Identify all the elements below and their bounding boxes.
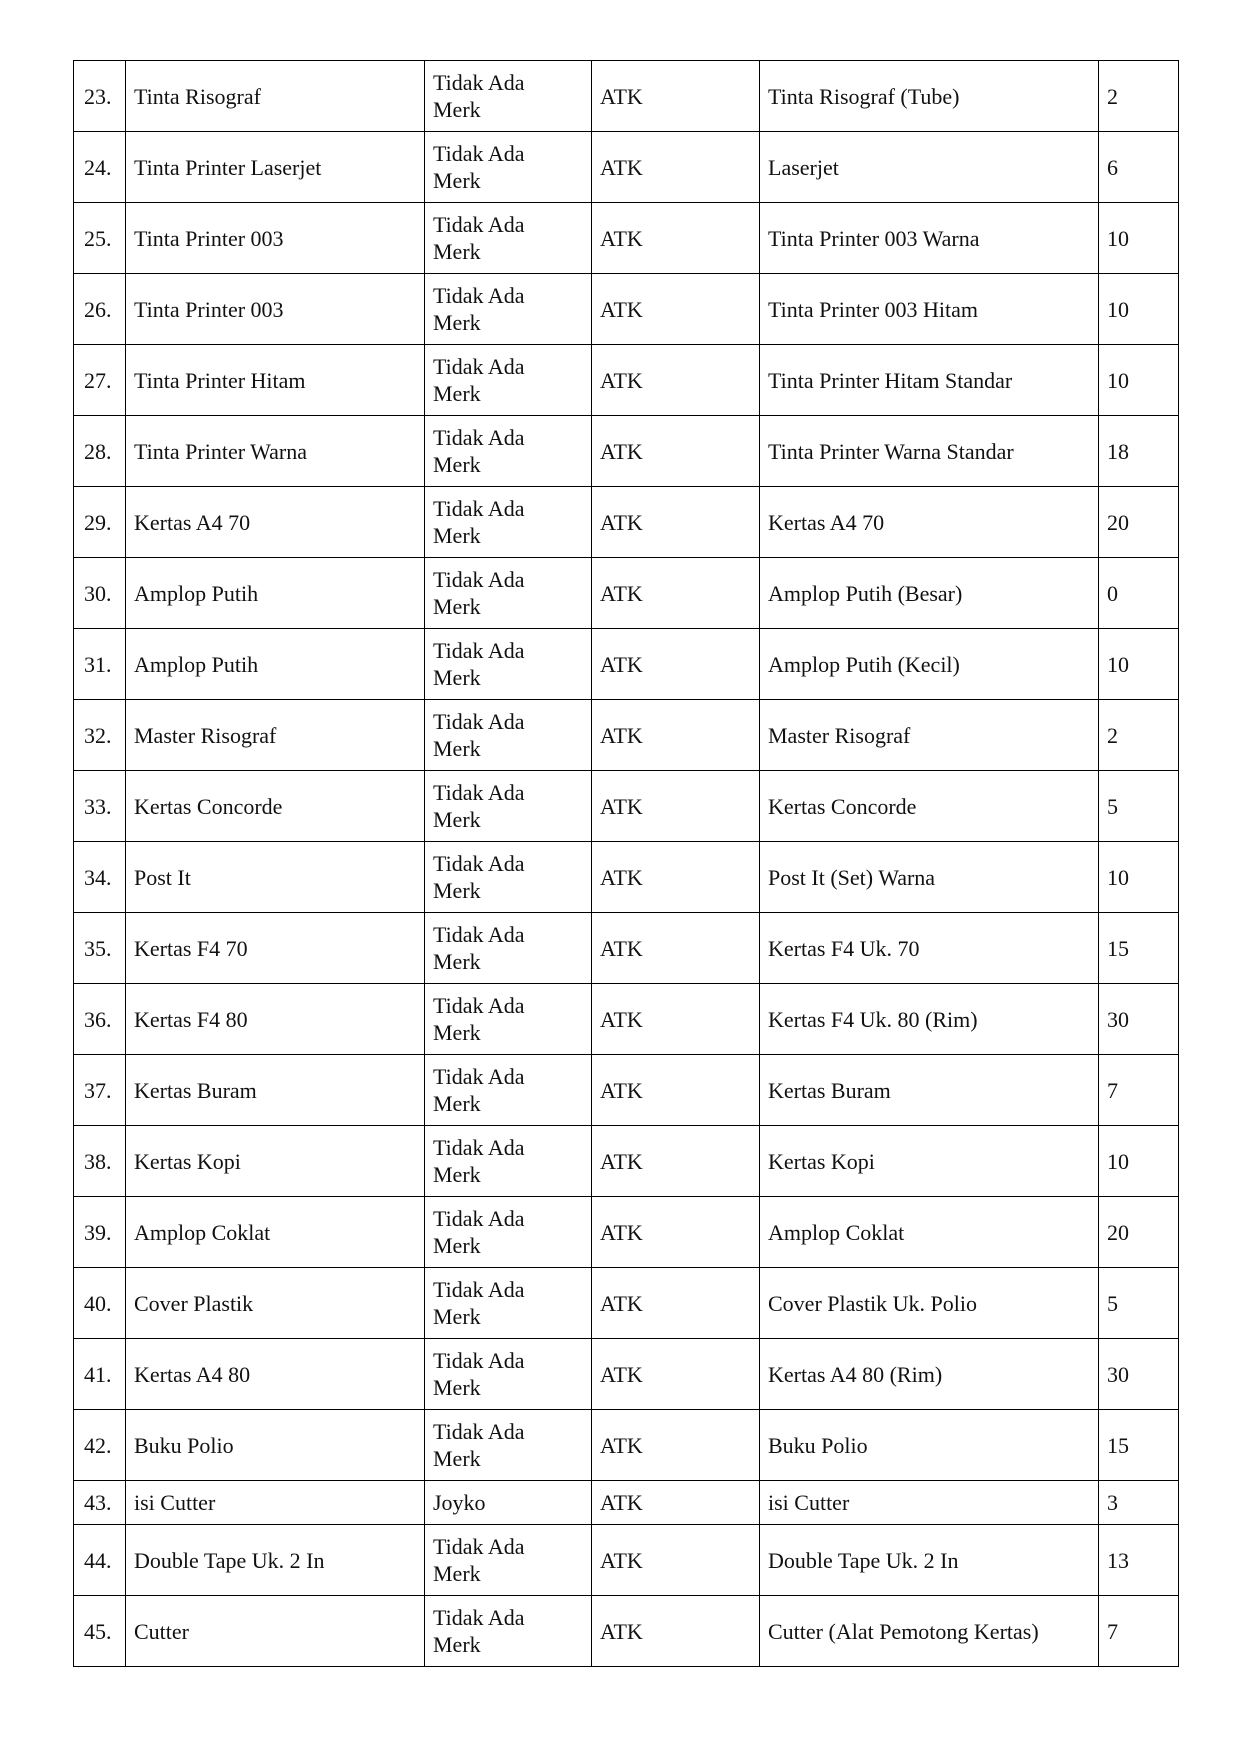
description-cell: Amplop Coklat xyxy=(760,1197,1099,1268)
brand-line: Merk xyxy=(433,1233,481,1258)
item-name: Tinta Printer Laserjet xyxy=(126,132,425,203)
quantity-cell: 15 xyxy=(1099,1410,1179,1481)
quantity-cell: 2 xyxy=(1099,61,1179,132)
item-name: Kertas Buram xyxy=(126,1055,425,1126)
brand-cell xyxy=(425,1055,592,1126)
quantity-cell: 7 xyxy=(1099,1055,1179,1126)
category-cell: ATK xyxy=(592,274,760,345)
quantity-cell: 3 xyxy=(1099,1481,1179,1525)
row-number: 38. xyxy=(74,1126,126,1197)
brand-cell xyxy=(425,984,592,1055)
quantity-cell: 10 xyxy=(1099,629,1179,700)
item-name: Tinta Printer Hitam xyxy=(126,345,425,416)
item-name: Cutter xyxy=(126,1596,425,1667)
quantity-cell: 20 xyxy=(1099,487,1179,558)
inventory-table xyxy=(73,60,1179,1667)
brand-line: Tidak Ada xyxy=(433,1348,525,1373)
table-row xyxy=(74,1525,1179,1596)
brand-cell xyxy=(425,1525,592,1596)
brand-line: Tidak Ada xyxy=(433,496,525,521)
brand-line: Merk xyxy=(433,807,481,832)
quantity-cell: 30 xyxy=(1099,984,1179,1055)
row-number: 23. xyxy=(74,61,126,132)
category-cell: ATK xyxy=(592,1055,760,1126)
category-cell: ATK xyxy=(592,132,760,203)
table-row xyxy=(74,1268,1179,1339)
item-name: Master Risograf xyxy=(126,700,425,771)
row-number: 37. xyxy=(74,1055,126,1126)
quantity-cell: 15 xyxy=(1099,913,1179,984)
quantity-cell: 10 xyxy=(1099,274,1179,345)
description-cell: Kertas F4 Uk. 70 xyxy=(760,913,1099,984)
table-row xyxy=(74,913,1179,984)
brand-line: Merk xyxy=(433,949,481,974)
brand-line: Tidak Ada xyxy=(433,70,525,95)
brand-cell xyxy=(425,842,592,913)
category-cell: ATK xyxy=(592,984,760,1055)
description-cell: Tinta Printer Warna Standar xyxy=(760,416,1099,487)
row-number: 27. xyxy=(74,345,126,416)
item-name: Amplop Putih xyxy=(126,558,425,629)
quantity-cell: 5 xyxy=(1099,1268,1179,1339)
quantity-cell: 5 xyxy=(1099,771,1179,842)
brand-line: Tidak Ada xyxy=(433,354,525,379)
brand-cell xyxy=(425,487,592,558)
table-row xyxy=(74,700,1179,771)
description-cell: Tinta Printer Hitam Standar xyxy=(760,345,1099,416)
table-row xyxy=(74,984,1179,1055)
quantity-cell: 6 xyxy=(1099,132,1179,203)
item-name: Kertas A4 80 xyxy=(126,1339,425,1410)
description-cell: Laserjet xyxy=(760,132,1099,203)
row-number: 26. xyxy=(74,274,126,345)
item-name: isi Cutter xyxy=(126,1481,425,1525)
brand-line: Merk xyxy=(433,736,481,761)
brand-line: Merk xyxy=(433,310,481,335)
brand-line: Tidak Ada xyxy=(433,993,525,1018)
brand-line: Tidak Ada xyxy=(433,141,525,166)
table-row xyxy=(74,203,1179,274)
table-row xyxy=(74,132,1179,203)
category-cell: ATK xyxy=(592,1197,760,1268)
brand-cell xyxy=(425,274,592,345)
table-row xyxy=(74,1481,1179,1525)
brand-cell xyxy=(425,558,592,629)
description-cell: Amplop Putih (Besar) xyxy=(760,558,1099,629)
quantity-cell: 0 xyxy=(1099,558,1179,629)
category-cell: ATK xyxy=(592,1126,760,1197)
brand-line: Merk xyxy=(433,97,481,122)
item-name: Kertas F4 80 xyxy=(126,984,425,1055)
item-name: Double Tape Uk. 2 In xyxy=(126,1525,425,1596)
brand-cell xyxy=(425,700,592,771)
category-cell: ATK xyxy=(592,771,760,842)
description-cell: Kertas F4 Uk. 80 (Rim) xyxy=(760,984,1099,1055)
quantity-cell: 18 xyxy=(1099,416,1179,487)
brand-line: Tidak Ada xyxy=(433,1419,525,1444)
table-row xyxy=(74,274,1179,345)
brand-line: Tidak Ada xyxy=(433,780,525,805)
item-name: Kertas Kopi xyxy=(126,1126,425,1197)
brand-line: Merk xyxy=(433,239,481,264)
row-number: 42. xyxy=(74,1410,126,1481)
description-cell: Double Tape Uk. 2 In xyxy=(760,1525,1099,1596)
quantity-cell: 20 xyxy=(1099,1197,1179,1268)
brand-line: Merk xyxy=(433,1446,481,1471)
category-cell: ATK xyxy=(592,700,760,771)
category-cell: ATK xyxy=(592,203,760,274)
brand-cell xyxy=(425,132,592,203)
brand-line: Merk xyxy=(433,1162,481,1187)
brand-line: Tidak Ada xyxy=(433,425,525,450)
description-cell: isi Cutter xyxy=(760,1481,1099,1525)
brand-cell xyxy=(425,1481,592,1525)
category-cell: ATK xyxy=(592,1481,760,1525)
brand-line: Merk xyxy=(433,665,481,690)
description-cell: Cutter (Alat Pemotong Kertas) xyxy=(760,1596,1099,1667)
brand-line: Tidak Ada xyxy=(433,283,525,308)
brand-line: Tidak Ada xyxy=(433,638,525,663)
brand-line: Tidak Ada xyxy=(433,212,525,237)
brand-cell xyxy=(425,913,592,984)
brand-cell xyxy=(425,1268,592,1339)
description-cell: Kertas Kopi xyxy=(760,1126,1099,1197)
category-cell: ATK xyxy=(592,1525,760,1596)
brand-line: Tidak Ada xyxy=(433,1064,525,1089)
brand-line: Merk xyxy=(433,594,481,619)
row-number: 43. xyxy=(74,1481,126,1525)
brand-cell xyxy=(425,1596,592,1667)
category-cell: ATK xyxy=(592,487,760,558)
brand-line: Tidak Ada xyxy=(433,922,525,947)
description-cell: Cover Plastik Uk. Polio xyxy=(760,1268,1099,1339)
category-cell: ATK xyxy=(592,1339,760,1410)
category-cell: ATK xyxy=(592,913,760,984)
row-number: 32. xyxy=(74,700,126,771)
brand-line: Merk xyxy=(433,1561,481,1586)
brand-line: Merk xyxy=(433,1304,481,1329)
quantity-cell: 2 xyxy=(1099,700,1179,771)
brand-cell xyxy=(425,1126,592,1197)
inventory-table-body xyxy=(74,61,1179,1667)
item-name: Post It xyxy=(126,842,425,913)
item-name: Tinta Printer 003 xyxy=(126,203,425,274)
description-cell: Kertas A4 70 xyxy=(760,487,1099,558)
item-name: Amplop Coklat xyxy=(126,1197,425,1268)
brand-line: Merk xyxy=(433,168,481,193)
brand-line: Merk xyxy=(433,1020,481,1045)
row-number: 40. xyxy=(74,1268,126,1339)
table-row xyxy=(74,1197,1179,1268)
brand-cell xyxy=(425,61,592,132)
quantity-cell: 10 xyxy=(1099,842,1179,913)
table-row xyxy=(74,416,1179,487)
row-number: 34. xyxy=(74,842,126,913)
brand-cell xyxy=(425,629,592,700)
brand-line: Merk xyxy=(433,1632,481,1657)
item-name: Kertas F4 70 xyxy=(126,913,425,984)
quantity-cell: 10 xyxy=(1099,1126,1179,1197)
category-cell: ATK xyxy=(592,61,760,132)
row-number: 28. xyxy=(74,416,126,487)
brand-cell xyxy=(425,203,592,274)
brand-cell xyxy=(425,771,592,842)
brand-line: Tidak Ada xyxy=(433,709,525,734)
brand-line: Tidak Ada xyxy=(433,567,525,592)
brand-line: Tidak Ada xyxy=(433,1206,525,1231)
quantity-cell: 13 xyxy=(1099,1525,1179,1596)
brand-line: Merk xyxy=(433,523,481,548)
table-row xyxy=(74,842,1179,913)
row-number: 30. xyxy=(74,558,126,629)
brand-line: Tidak Ada xyxy=(433,1277,525,1302)
brand-line: Merk xyxy=(433,381,481,406)
item-name: Cover Plastik xyxy=(126,1268,425,1339)
item-name: Kertas Concorde xyxy=(126,771,425,842)
quantity-cell: 7 xyxy=(1099,1596,1179,1667)
brand-cell xyxy=(425,345,592,416)
quantity-cell: 10 xyxy=(1099,203,1179,274)
table-row xyxy=(74,558,1179,629)
table-row xyxy=(74,61,1179,132)
description-cell: Post It (Set) Warna xyxy=(760,842,1099,913)
quantity-cell: 10 xyxy=(1099,345,1179,416)
table-row xyxy=(74,1055,1179,1126)
item-name: Kertas A4 70 xyxy=(126,487,425,558)
row-number: 35. xyxy=(74,913,126,984)
description-cell: Kertas Concorde xyxy=(760,771,1099,842)
item-name: Tinta Risograf xyxy=(126,61,425,132)
row-number: 33. xyxy=(74,771,126,842)
description-cell: Amplop Putih (Kecil) xyxy=(760,629,1099,700)
brand-line: Joyko xyxy=(433,1490,486,1515)
row-number: 31. xyxy=(74,629,126,700)
description-cell: Tinta Risograf (Tube) xyxy=(760,61,1099,132)
category-cell: ATK xyxy=(592,345,760,416)
brand-line: Merk xyxy=(433,452,481,477)
brand-line: Tidak Ada xyxy=(433,851,525,876)
category-cell: ATK xyxy=(592,416,760,487)
table-row xyxy=(74,1596,1179,1667)
row-number: 45. xyxy=(74,1596,126,1667)
category-cell: ATK xyxy=(592,558,760,629)
table-row xyxy=(74,629,1179,700)
item-name: Buku Polio xyxy=(126,1410,425,1481)
row-number: 39. xyxy=(74,1197,126,1268)
brand-line: Tidak Ada xyxy=(433,1534,525,1559)
row-number: 44. xyxy=(74,1525,126,1596)
category-cell: ATK xyxy=(592,1268,760,1339)
description-cell: Buku Polio xyxy=(760,1410,1099,1481)
category-cell: ATK xyxy=(592,1596,760,1667)
brand-line: Merk xyxy=(433,1375,481,1400)
table-row xyxy=(74,487,1179,558)
description-cell: Kertas A4 80 (Rim) xyxy=(760,1339,1099,1410)
description-cell: Tinta Printer 003 Hitam xyxy=(760,274,1099,345)
table-row xyxy=(74,345,1179,416)
quantity-cell: 30 xyxy=(1099,1339,1179,1410)
table-row xyxy=(74,1126,1179,1197)
table-row xyxy=(74,1339,1179,1410)
row-number: 41. xyxy=(74,1339,126,1410)
brand-cell xyxy=(425,1197,592,1268)
brand-cell xyxy=(425,1339,592,1410)
item-name: Tinta Printer 003 xyxy=(126,274,425,345)
brand-cell xyxy=(425,1410,592,1481)
category-cell: ATK xyxy=(592,1410,760,1481)
brand-line: Merk xyxy=(433,1091,481,1116)
row-number: 36. xyxy=(74,984,126,1055)
brand-line: Tidak Ada xyxy=(433,1135,525,1160)
table-row xyxy=(74,1410,1179,1481)
item-name: Amplop Putih xyxy=(126,629,425,700)
category-cell: ATK xyxy=(592,629,760,700)
item-name: Tinta Printer Warna xyxy=(126,416,425,487)
brand-cell xyxy=(425,416,592,487)
row-number: 25. xyxy=(74,203,126,274)
description-cell: Master Risograf xyxy=(760,700,1099,771)
description-cell: Kertas Buram xyxy=(760,1055,1099,1126)
brand-line: Tidak Ada xyxy=(433,1605,525,1630)
brand-line: Merk xyxy=(433,878,481,903)
row-number: 29. xyxy=(74,487,126,558)
row-number: 24. xyxy=(74,132,126,203)
description-cell: Tinta Printer 003 Warna xyxy=(760,203,1099,274)
table-row xyxy=(74,771,1179,842)
category-cell: ATK xyxy=(592,842,760,913)
